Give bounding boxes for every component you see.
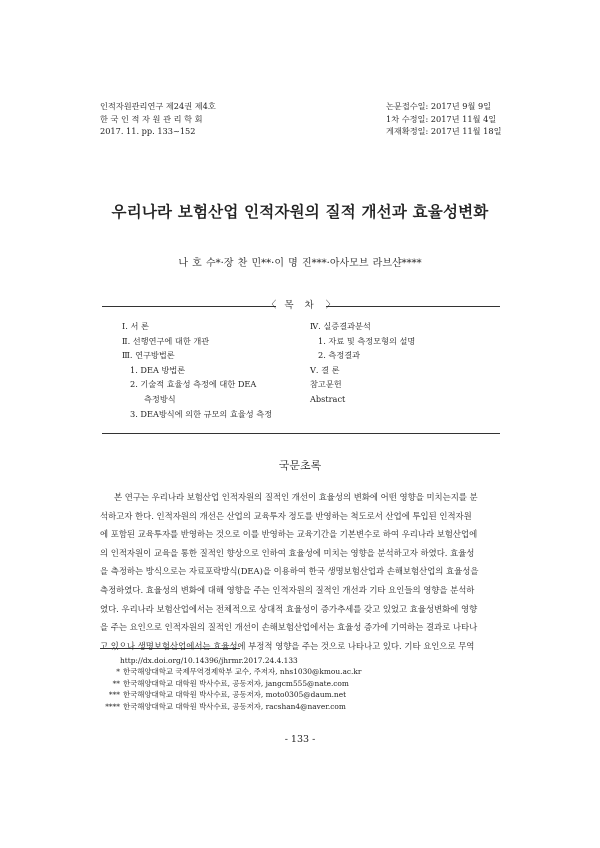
footnote-item bbox=[100, 678, 361, 689]
toc-left-column bbox=[122, 319, 272, 421]
toc-item: 참고문헌 bbox=[310, 379, 342, 390]
toc-item: 3. DEA방식에 의한 규모의 효율성 측정 bbox=[130, 408, 273, 419]
society-name: 한 국 인 적 자 원 관 리 학 회 bbox=[100, 113, 203, 124]
received-date: 논문접수일: 2017년 9월 9일 bbox=[386, 101, 492, 111]
toc-item: Ⅳ. 실증결과분석 bbox=[310, 321, 371, 331]
toc-item: 2. 측정결과 bbox=[318, 350, 361, 361]
footnote-text: 한국해양대학교 대학원 박사수료, 공동저자, jangcm555@nate.com bbox=[123, 678, 349, 688]
accepted-date: 게재확정일: 2017년 11월 18일 bbox=[386, 126, 502, 136]
journal-name: 인적자원관리연구 제24권 제4호 bbox=[100, 101, 216, 111]
abstract-heading: 국문초록 bbox=[278, 459, 322, 472]
footnote-divider bbox=[100, 648, 240, 649]
table-of-contents bbox=[102, 300, 500, 434]
issue-info: 2017. 11. pp. 133~152 bbox=[100, 126, 196, 136]
abstract-line: 였다. 우리나라 보험산업에서는 전체적으로 상대적 효율성이 증가추세를 갖고 있었고 효율성변화에 영향 bbox=[100, 603, 478, 614]
toc-heading-wrap: 〈 목 차 〉 bbox=[266, 300, 336, 311]
footnote-text: 한국해양대학교 대학원 박사수료, 공동저자, racshan4@naver.com bbox=[123, 701, 346, 711]
footnotes bbox=[100, 655, 361, 712]
toc-item: Ⅲ. 연구방법론 bbox=[122, 350, 175, 361]
abstract-line: 석하고자 한다. 인적자원의 개선은 산업의 교육투자 정도를 반영하는 척도로서 산업에 투입된 인적자원 bbox=[100, 510, 472, 521]
toc-item: 측정방식 bbox=[144, 393, 176, 404]
toc-item: Ⅱ. 선행연구에 대한 개관 bbox=[122, 335, 210, 346]
toc-right-column bbox=[310, 319, 415, 407]
doi-link[interactable]: http://dx.doi.org/10.14396/jhrmr.2017.24.4.133 bbox=[120, 656, 298, 665]
footnote-text: 한국해양대학교 국제무역경제학부 교수, 주저자, nhs1030@kmou.ac.kr bbox=[123, 667, 362, 677]
submission-dates bbox=[386, 100, 502, 138]
abstract-body bbox=[100, 488, 500, 655]
toc-item: 1. DEA 방법론 bbox=[130, 364, 186, 375]
author-list: 나 호 수*·장 찬 민**·이 명 진***·아사모브 라브샨**** bbox=[178, 258, 422, 269]
abstract-line: 고 있으나 생명보험산업에서는 효율성에 부정적 영향을 주는 것으로 나타나고 있다. 기타 요인으로 무역 bbox=[100, 640, 475, 651]
footnote-mark: ** bbox=[112, 678, 120, 688]
footnote-item bbox=[100, 666, 361, 677]
toc-item: Ⅴ. 결 론 bbox=[310, 364, 340, 375]
journal-header bbox=[100, 100, 216, 138]
footnote-item bbox=[100, 689, 361, 700]
toc-heading: 목 차 bbox=[276, 300, 325, 311]
toc-item: Ⅰ. 서 론 bbox=[122, 321, 149, 331]
footnote-text: 한국해양대학교 대학원 박사수료, 공동저자, moto0305@daum.net bbox=[123, 690, 347, 700]
abstract-line: 본 연구는 우리나라 보험산업 인적자원의 질적인 개선이 효율성의 변화에 어떤 영향을 미치는지를 분 bbox=[114, 492, 478, 502]
abstract-line: 을 주는 요인으로 인적자원의 질적인 개선이 손해보험산업에서는 효율성 증가에 기여하는 결과로 나타나 bbox=[100, 622, 478, 633]
abstract-line: 을 측정하는 방식으로는 자료포락방식(DEA)을 이용하여 한국 생명보험산업과 손해보험산업의 효율성을 bbox=[100, 566, 479, 577]
abstract-line: 에 포함된 교육투자를 반영하는 것으로 이를 반영하는 교육기간을 기본변수로 하여 우리나라 보험산업에 bbox=[100, 529, 478, 540]
toc-item: Abstract bbox=[310, 393, 346, 404]
footnote-mark: * bbox=[116, 667, 120, 677]
toc-item: 2. 기술적 효율성 측정에 대한 DEA bbox=[130, 379, 257, 390]
abstract-line: 의 인적자원이 교육을 통한 질적인 향상으로 인하여 효율성에 미치는 영향을 분석하고자 하였다. 효율성 bbox=[100, 547, 475, 558]
footnote-mark: **** bbox=[105, 701, 120, 711]
toc-item: 1. 자료 및 측정모형의 설명 bbox=[318, 335, 416, 346]
page-number: - 133 - bbox=[284, 734, 316, 745]
paper-title: 우리나라 보험산업 인적자원의 질적 개선과 효율성변화 bbox=[111, 202, 489, 221]
revised-date: 1차 수정일: 2017년 11월 4일 bbox=[386, 113, 497, 124]
footnote-item bbox=[100, 701, 361, 712]
abstract-line: 측정하였다. 효율성의 변화에 대해 영향을 주는 인적자원의 질적인 개선과 기타 요인들의 영향을 분석하 bbox=[100, 584, 475, 595]
footnote-mark: *** bbox=[108, 690, 120, 700]
